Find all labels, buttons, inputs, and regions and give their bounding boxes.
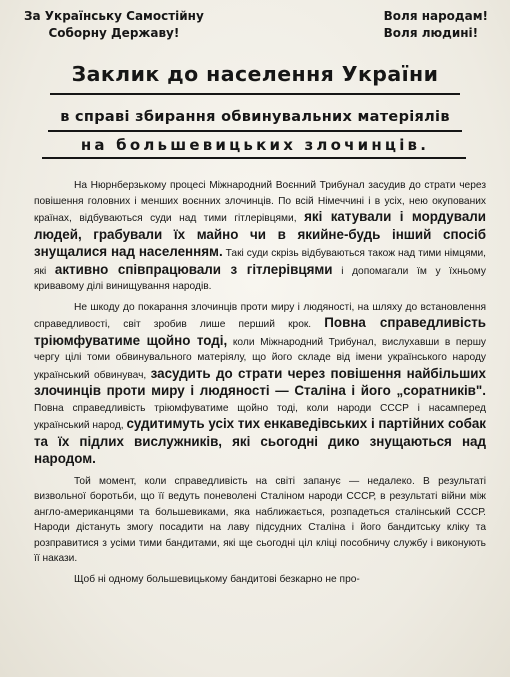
subtitle-underline — [42, 157, 466, 159]
slogan-independent-state — [24, 8, 204, 42]
paragraph-text: коли Міжнародний Трибунал, вислухавши в першу чергу цілі томи обвинувального матеріялу, що його складе від імени українського народу український обвинувач, — [34, 336, 486, 381]
paragraph-text: Такі суди скрізь відбуваються також над тими німцями, які — [34, 248, 486, 277]
title-underline — [50, 93, 460, 95]
emphasized-text: засудить до страти через повішення найбільших злочинців проти миру і людяності — Сталіна і його „соратників". — [34, 365, 486, 398]
body-text — [34, 178, 486, 592]
document-subtitle-line-1: в справі збирання обвинувальних матеріялів — [60, 109, 450, 125]
paragraph-text: Той момент, коли справедливість на світі запанує — недалеко. В результаті визвольної боротьби, що її ведуть поневолені Сталіном народи СССР, в результаті війни між англо-американцями та большевиками, яка наближається, розпадеться сталінський СССР. Народи дістануть змогу посадити на лаву підсудних Сталіна і його бандитську кліку та розправитися з усіми тими бандитами, які ще сьогодні ціл кліці пособничу службу і виконують її накази. — [34, 475, 486, 564]
emphasized-text: активно співпрацювали з гітлерівцями — [54, 261, 333, 277]
paragraph-text: Не шкоду до покарання злочинців проти миру і людяності, на шляху до встановлення справедливості, світ зробив лише перший крок. — [34, 301, 486, 330]
body-paragraph — [34, 178, 486, 295]
slogan-line: Воля народам! — [383, 9, 488, 23]
paragraph-text: Повна справедливість тріюмфуватиме щойно тоді, коли народи СССР і насамперед український народ, — [34, 402, 486, 431]
emphasized-text: Повна справедливість тріюмфуватиме щойно тоді, — [34, 315, 486, 348]
slogan-freedom — [384, 8, 488, 42]
paragraph-text: Щоб ні одному большевицькому бандитові безкарно не про- — [74, 573, 360, 585]
body-paragraph — [34, 572, 486, 588]
document-title: Заклик до населення України — [71, 62, 439, 86]
body-paragraph — [34, 300, 486, 469]
body-paragraph — [34, 474, 486, 567]
slogan-line: Воля людині! — [383, 26, 479, 40]
slogan-line: За Українську Самостійну — [24, 9, 204, 23]
emphasized-text: судитимуть усіх тих енкаведівських і партійних собак та їх підлих вислужників, які сьогодні дико знущаються над народом. — [34, 416, 486, 466]
subtitle-underline — [48, 130, 462, 132]
slogan-line: Соборну Державу! — [48, 26, 180, 40]
paragraph-text: і допомагали їм у їхньому кривавому ділі винищування народів. — [34, 265, 486, 292]
document-subtitle-line-2: на большевицьких злочинців. — [80, 136, 430, 154]
emphasized-text: які катували і мордували людей, грабували їх майно чи в якийне-будь інший спосіб знущалися над населенням. — [34, 209, 486, 259]
paragraph-text: На Нюрнберзькому процесі Міжнародний Воєнний Трибунал засудив до страти через повішення головних і менших воєнних злочинців. По всій Німеччині і в усіх, нею окупованих країнах, відбуваються суди над тими гітлерівцями, — [34, 180, 486, 224]
